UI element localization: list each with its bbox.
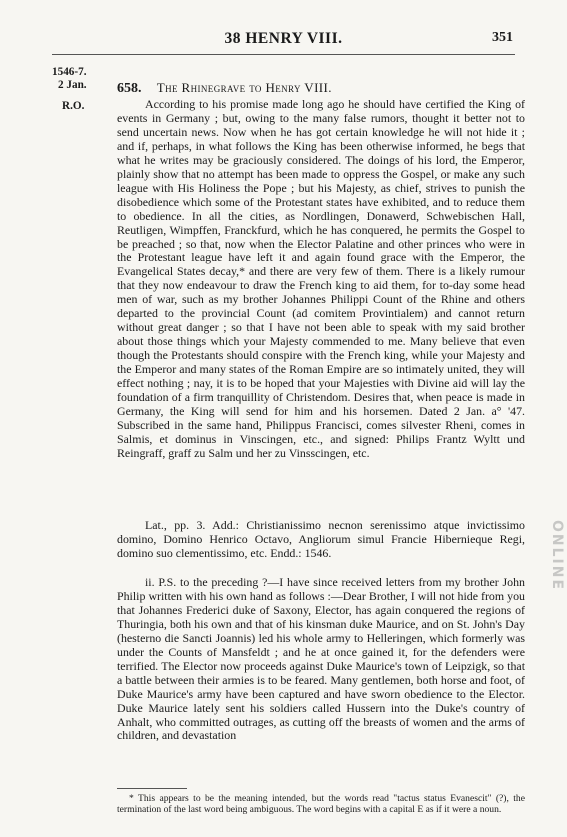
footnote-rule <box>117 788 187 789</box>
paragraph-address: Lat., pp. 3. Add.: Christianissimo necnon serenissimo atque invictissimo domino, Domino Henrico Octavo, Angliorum simul Francie Hibernieque Regi, domino suo clementissimo, etc. Endd.: 1546. <box>117 518 525 560</box>
entry-heading <box>117 80 537 97</box>
watermark-stamp: ONLINE <box>549 520 565 592</box>
footnote: * This appears to be the meaning intended, but the words read "tactus status Evanescit" (?), the termination of the last word being ambiguous. The word begins with a capital E as if it were a noun. <box>117 793 525 815</box>
running-title: 38 HENRY VIII. <box>224 30 343 47</box>
paragraph-letter-body: According to his promise made long ago he should have certified the King of events in Germany ; but, owing to the many false rumors, thought it better not to send uncertain news. Now when he has got certain knowledge he will not hide it ; and if, perhaps, in what follows the King has been otherwise informed, he begs that what he writes may be graciously considered. The doings of his lord, the Emperor, plainly show that no attempt has been made to oppress the Gospel, or make any such league with His Holiness the Pope ; but his Majesty, as chief, strives to punish the disobedience which some of the Protestant states have exhibited, and to reduce them to obedience. In all the cities, as Nordlingen, Donawerd, Schwebischen Hall, Reutligen, Wimpffen, Franckfurd, which he has conquered, he permits the Gospel to be preached ; so that, now when the Elector Palatine and other princes who were in the Protestant league have left it and again found grace with the Emperor, the Evangelical States decay,* and there are very few of them. There is a likely rumour that they now endeavour to draw the French king to aid them, for to-day some head men of war, such as my brother Johannes Philippi Count of the Rhine and others departed to the provincial Count (ad comitem Provintialem) and cannot return without great danger ; so that I have not been able to speak with my said brother about those things which your Majesty commended to me. Many believe that even though the Protestants should conspire with the French king, while your Majesty and the Emperor and many states of the Roman Empire are so intimately united, they will effect nothing ; nay, it is to be hoped that your Majesties with Divine aid will lay the foundation of a firm tranquillity of Christendom. Desires that, when peace is made in Germany, the King will send for him and his horsemen. Dated 2 Jan. a° '47. Subscribed in the same hand, Philippus Francisci, comes silvester Rheni, comes in Salmis, et dominus in Vinscingen, etc., and signed: Philips Frantz Wyltt und Reingraff, graff zu Salm und her zu Vinsscingen, etc. <box>117 97 525 460</box>
running-header <box>0 30 567 52</box>
header-rule <box>52 54 515 55</box>
margin-date: 2 Jan. <box>58 79 87 91</box>
page-number: 351 <box>492 30 513 45</box>
paragraph-postscript: ii. P.S. to the preceding ?—I have since received letters from my brother John Philip written with his own hand as follows :—Dear Brother, I will not hide from you that Johannes Frederici duke of Saxony, Elector, has again conquered the regions of Thuringia, both his own and that of his kinsman duke Maurice, and on St. John's Day (hesterno die Sancti Joannis) led his whole army to Helleringen, which formerly was under the Counts of Mansfeldt ; and he at once gained it, for the defenders were terrified. The Elector now proceeds against Duke Maurice's town of Leipzigk, so that a battle between their armies is to be feared. Many gentlemen, both horse and foot, of Duke Maurice's army have been captured and have sworn obedience to the Elector. Duke Maurice lately sent his soldiers called Hussern into the Duke's country of Anhalt, who committed outrages, as cutting off the breasts of women and the arms of children, and devastation <box>117 575 525 743</box>
entry-title: The Rhinegrave to Henry VIII. <box>156 80 332 95</box>
margin-source: R.O. <box>62 100 85 112</box>
entry-number: 658. <box>117 81 142 96</box>
margin-years: 1546-7. <box>52 66 87 78</box>
